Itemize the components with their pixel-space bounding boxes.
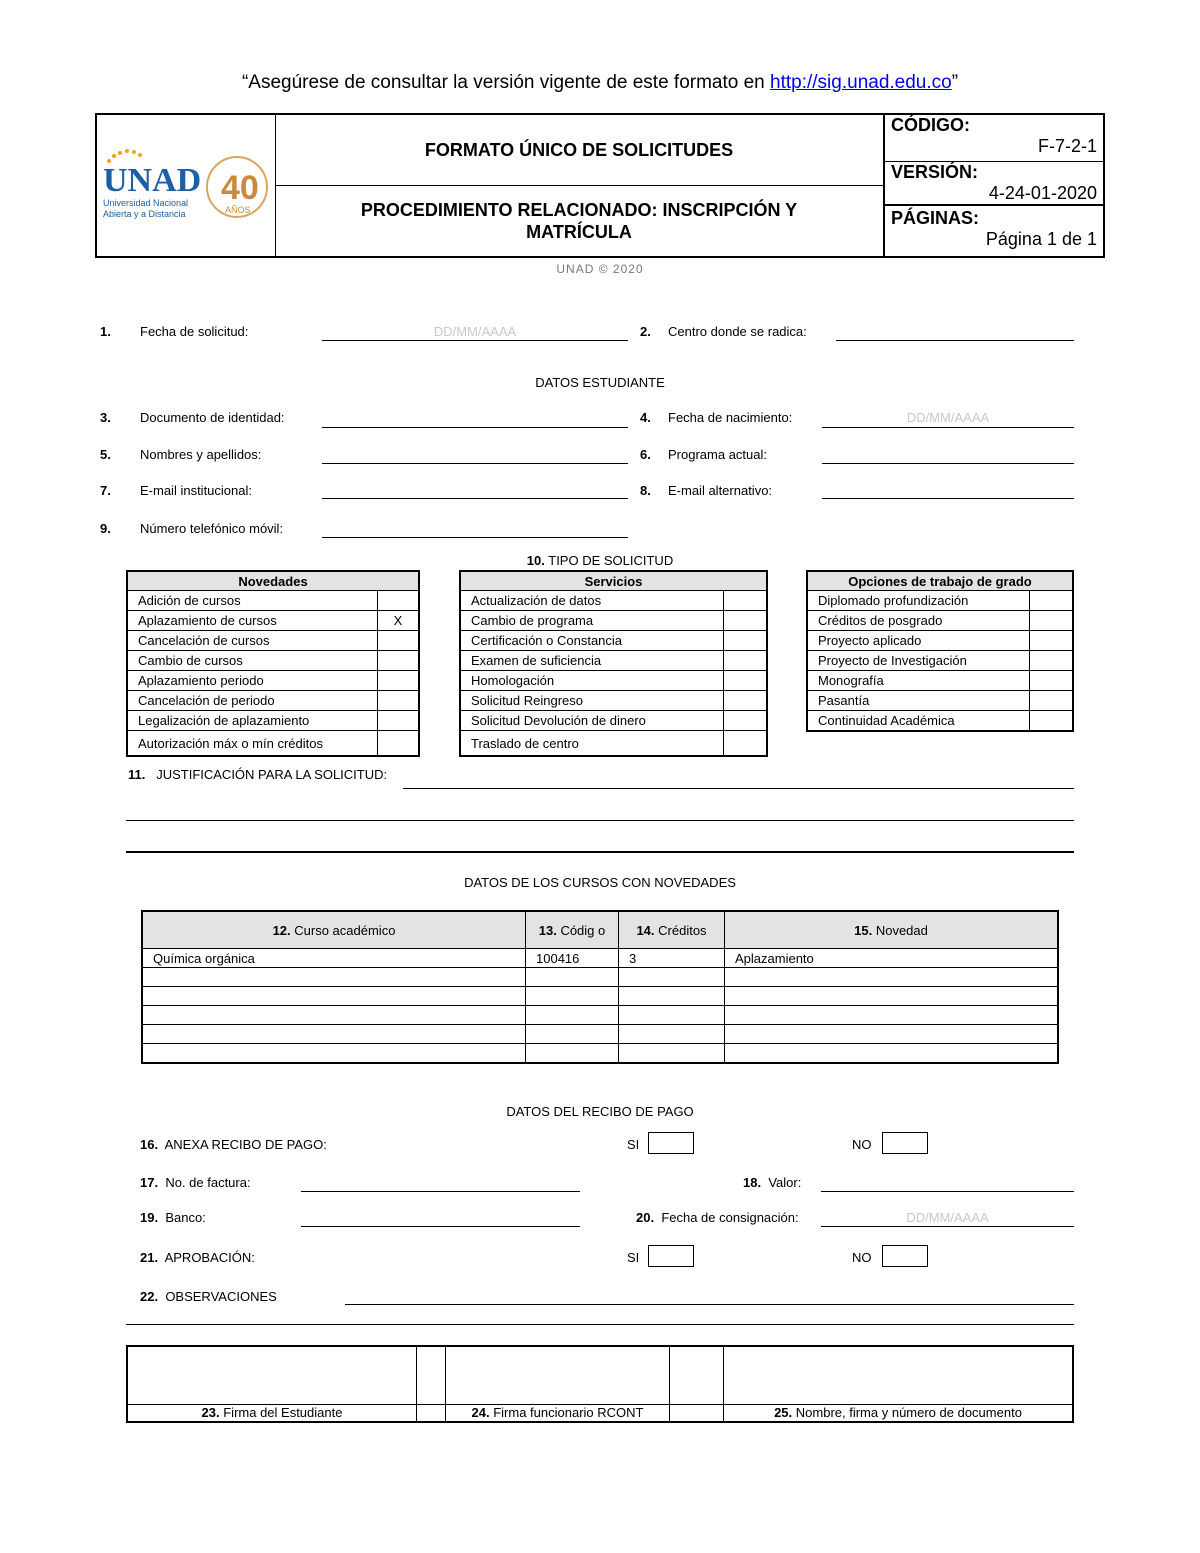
novedad-checkbox[interactable] — [378, 691, 420, 711]
course-cell[interactable]: Química orgánica — [142, 949, 526, 968]
official-signature-box[interactable] — [724, 1346, 1074, 1404]
version-value: 4-24-01-2020 — [988, 183, 1097, 203]
deposit-date-placeholder: DD/MM/AAAA — [906, 1210, 989, 1225]
observations-line-1[interactable] — [345, 1304, 1074, 1305]
grado-option: Monografía — [807, 671, 1030, 691]
birthdate-placeholder: DD/MM/AAAA — [906, 410, 990, 425]
header-meta — [885, 115, 1103, 256]
field-22-label: OBSERVACIONES — [165, 1289, 277, 1304]
course-header-label: Curso académico — [294, 922, 396, 938]
field-18-number: 18. — [743, 1175, 762, 1190]
servicio-checkbox[interactable] — [724, 651, 768, 671]
logo-subtitle-2: Abierta y a Distancia — [103, 209, 186, 219]
novedad-cell[interactable] — [725, 1006, 1059, 1025]
novedad-header-label: Novedad — [875, 922, 928, 938]
signature-number-24: 24. — [471, 1405, 490, 1421]
notice-text: “Asegúrese de consultar la versión vigente de este formato en — [241, 72, 771, 93]
paginas-label: PÁGINAS: — [891, 208, 980, 228]
table-row — [142, 949, 1058, 968]
field-17-label: No. de factura: — [165, 1175, 251, 1190]
field-20-label: Fecha de consignación: — [661, 1210, 799, 1225]
code-cell[interactable] — [526, 1044, 619, 1064]
field-6-label: Programa actual: — [668, 447, 767, 462]
payment-title: DATOS DEL RECIBO DE PAGO — [506, 1104, 694, 1119]
signature-number-23: 23. — [201, 1405, 220, 1421]
servicio-option: Homologación — [460, 671, 724, 691]
institutional-email-input[interactable] — [322, 498, 628, 499]
grado-checkbox[interactable] — [1030, 711, 1074, 732]
credits-header-label: Créditos — [658, 922, 707, 938]
spacer-cell — [670, 1346, 724, 1404]
field-16-number: 16. — [140, 1137, 159, 1152]
novedad-option: Cambio de cursos — [127, 651, 378, 671]
field-20-row — [636, 1210, 799, 1225]
grado-checkbox[interactable] — [1030, 651, 1074, 671]
servicio-option: Solicitud Reingreso — [460, 691, 724, 711]
grado-checkbox[interactable] — [1030, 631, 1074, 651]
code-header — [526, 911, 619, 949]
course-header — [142, 911, 526, 949]
grado-option: Pasantía — [807, 691, 1030, 711]
novedad-checkbox[interactable] — [378, 731, 420, 757]
field-4-number: 4. — [640, 410, 651, 425]
novedad-cell[interactable] — [725, 968, 1059, 987]
code-cell[interactable] — [526, 987, 619, 1006]
servicio-checkbox[interactable] — [724, 671, 768, 691]
novedad-cell[interactable] — [725, 987, 1059, 1006]
credits-cell[interactable] — [619, 1025, 725, 1044]
novedad-checkbox[interactable]: X — [378, 611, 420, 631]
servicio-checkbox[interactable] — [724, 631, 768, 651]
field-8-label: E-mail alternativo: — [668, 483, 773, 498]
spacer-cell — [417, 1404, 446, 1422]
field-3-label: Documento de identidad: — [140, 410, 285, 425]
grado-option: Continuidad Académica — [807, 711, 1030, 732]
field-20-number: 20. — [636, 1210, 655, 1225]
center-input[interactable] — [836, 340, 1074, 341]
signature-label-23 — [127, 1404, 417, 1422]
novedad-option: Legalización de aplazamiento — [127, 711, 378, 731]
justification-label: JUSTIFICACIÓN PARA LA SOLICITUD: — [156, 767, 388, 782]
field-2-label: Centro donde se radica: — [668, 324, 807, 339]
grado-option: Proyecto aplicado — [807, 631, 1030, 651]
request-type-title — [0, 553, 1200, 568]
code-cell[interactable] — [526, 1025, 619, 1044]
version-label: VERSIÓN: — [891, 162, 979, 182]
grado-option: Diplomado profundización — [807, 591, 1030, 611]
paginas-value: Página 1 de 1 — [985, 229, 1097, 249]
novedad-checkbox[interactable] — [378, 651, 420, 671]
approval-no-label: NO — [852, 1250, 872, 1265]
spacer-cell — [417, 1346, 446, 1404]
servicio-checkbox[interactable] — [724, 731, 768, 757]
codigo-cell — [885, 115, 1103, 162]
signatures-table — [126, 1345, 1074, 1423]
novedad-option: Aplazamiento de cursos — [127, 611, 378, 631]
novedad-checkbox[interactable] — [378, 591, 420, 611]
observations-line-2[interactable] — [126, 1324, 1074, 1325]
grado-option: Proyecto de Investigación — [807, 651, 1030, 671]
codigo-value: F-7-2-1 — [1037, 136, 1097, 156]
field-17-number: 17. — [140, 1175, 159, 1190]
signature-text-24: Firma funcionario RCONT — [493, 1405, 644, 1421]
alternative-email-input[interactable] — [822, 498, 1074, 499]
field-5-number: 5. — [100, 447, 111, 462]
student-section-title: DATOS ESTUDIANTE — [535, 375, 665, 390]
servicio-checkbox[interactable] — [724, 591, 768, 611]
field-19-label: Banco: — [165, 1210, 206, 1225]
grado-header: Opciones de trabajo de grado — [807, 571, 1073, 591]
field-17-row — [140, 1175, 251, 1190]
program-input[interactable] — [822, 463, 1074, 464]
birthdate-input[interactable] — [822, 427, 1074, 428]
field-21-number: 21. — [140, 1250, 159, 1265]
grado-checkbox[interactable] — [1030, 611, 1074, 631]
servicio-checkbox[interactable] — [724, 691, 768, 711]
servicio-checkbox[interactable] — [724, 611, 768, 631]
signature-label-24 — [446, 1404, 670, 1422]
grado-option: Créditos de posgrado — [807, 611, 1030, 631]
grado-table — [806, 570, 1074, 732]
servicio-option: Certificación o Constancia — [460, 631, 724, 651]
servicios-table — [459, 570, 768, 757]
code-header-number: 13. — [538, 922, 557, 938]
paginas-cell — [885, 208, 1103, 256]
logo-subtitle-1: Universidad Nacional — [103, 198, 189, 208]
novedad-option: Cancelación de cursos — [127, 631, 378, 651]
servicio-option: Examen de suficiencia — [460, 651, 724, 671]
novedad-option: Cancelación de periodo — [127, 691, 378, 711]
field-22-number: 22. — [140, 1289, 159, 1304]
amount-input[interactable] — [821, 1191, 1074, 1192]
servicio-option: Solicitud Devolución de dinero — [460, 711, 724, 731]
code-cell[interactable] — [526, 968, 619, 987]
field-3-number: 3. — [100, 410, 111, 425]
codigo-label: CÓDIGO: — [891, 115, 970, 135]
servicio-option: Actualización de datos — [460, 591, 724, 611]
date-request-input[interactable] — [322, 340, 628, 341]
deposit-date-input[interactable] — [821, 1226, 1074, 1227]
course-cell[interactable] — [142, 1044, 526, 1064]
novedad-cell[interactable] — [725, 1044, 1059, 1064]
credits-cell[interactable] — [619, 1044, 725, 1064]
form-title: FORMATO ÚNICO DE SOLICITUDES — [275, 115, 883, 186]
receipt-si-label: SI — [627, 1137, 640, 1152]
bank-input[interactable] — [301, 1226, 580, 1227]
receipt-si-checkbox[interactable] — [648, 1132, 694, 1154]
signature-text-23: Firma del Estudiante — [223, 1405, 343, 1421]
novedad-checkbox[interactable] — [378, 631, 420, 651]
field-22-row — [140, 1289, 277, 1304]
field-5-label: Nombres y apellidos: — [140, 447, 262, 462]
anniversary-number: 40 — [221, 169, 259, 207]
unad-logo — [97, 115, 275, 256]
novedad-option: Adición de cursos — [127, 591, 378, 611]
novedad-cell[interactable]: Aplazamiento — [725, 949, 1059, 968]
field-18-row — [743, 1175, 801, 1190]
date-request-placeholder: DD/MM/AAAA — [433, 324, 517, 339]
novedad-checkbox[interactable] — [378, 711, 420, 731]
credits-cell[interactable] — [619, 968, 725, 987]
logo-text: UNAD — [103, 162, 202, 199]
courses-table — [141, 910, 1059, 1064]
field-21-label: APROBACIÓN: — [164, 1250, 255, 1265]
field-8-number: 8. — [640, 483, 651, 498]
novedad-option: Aplazamiento periodo — [127, 671, 378, 691]
servicio-option: Traslado de centro — [460, 731, 724, 757]
form-header — [95, 113, 1105, 258]
field-11-number: 11. — [128, 767, 146, 782]
table-row — [142, 1044, 1058, 1064]
grado-checkbox[interactable] — [1030, 671, 1074, 691]
code-cell[interactable]: 100416 — [526, 949, 619, 968]
field-18-label: Valor: — [768, 1175, 802, 1190]
grado-checkbox[interactable] — [1030, 691, 1074, 711]
signature-label-25 — [724, 1404, 1074, 1422]
anniversary-label: AÑOS — [225, 205, 251, 215]
id-document-input[interactable] — [322, 427, 628, 428]
course-cell[interactable] — [142, 1006, 526, 1025]
justification-line-2[interactable] — [126, 820, 1074, 821]
field-7-label: E-mail institucional: — [140, 483, 252, 498]
student-signature-box[interactable] — [127, 1346, 417, 1404]
table-row — [142, 1006, 1058, 1025]
mobile-input[interactable] — [322, 537, 628, 538]
approval-si-label: SI — [627, 1250, 640, 1265]
servicios-header: Servicios — [460, 571, 767, 591]
courses-title: DATOS DE LOS CURSOS CON NOVEDADES — [464, 875, 736, 890]
field-16-label: ANEXA RECIBO DE PAGO: — [164, 1137, 327, 1152]
code-cell[interactable] — [526, 1006, 619, 1025]
field-2-number: 2. — [640, 324, 651, 339]
servicio-option: Cambio de programa — [460, 611, 724, 631]
credits-header — [619, 911, 725, 949]
course-cell[interactable] — [142, 968, 526, 987]
servicio-checkbox[interactable] — [724, 711, 768, 731]
spacer-cell — [670, 1404, 724, 1422]
notice-close: ” — [951, 72, 959, 93]
version-notice — [0, 72, 1200, 94]
signature-number-25: 25. — [774, 1405, 793, 1421]
copyright: UNAD © 2020 — [556, 262, 644, 276]
novedades-table — [126, 570, 420, 757]
signature-text-25: Nombre, firma y número de documento — [795, 1405, 1022, 1421]
logo-area — [97, 115, 276, 256]
request-type-label: TIPO DE SOLICITUD — [548, 553, 674, 568]
field-1-label: Fecha de solicitud: — [140, 324, 249, 339]
novedad-option: Autorización máx o mín créditos — [127, 731, 378, 757]
approval-no-checkbox[interactable] — [882, 1245, 928, 1267]
field-9-number: 9. — [100, 521, 111, 536]
field-4-label: Fecha de nacimiento: — [668, 410, 793, 425]
course-header-number: 12. — [272, 922, 291, 938]
version-cell — [885, 162, 1103, 206]
field-19-number: 19. — [140, 1210, 159, 1225]
approval-si-checkbox[interactable] — [648, 1245, 694, 1267]
credits-cell[interactable] — [619, 1006, 725, 1025]
field-9-label: Número telefónico móvil: — [140, 521, 284, 536]
field-21-row — [140, 1250, 255, 1265]
novedades-header: Novedades — [127, 571, 419, 591]
justification-line-1[interactable] — [403, 788, 1074, 789]
course-cell[interactable] — [142, 987, 526, 1006]
field-6-number: 6. — [640, 447, 651, 462]
field-19-row — [140, 1210, 206, 1225]
receipt-no-checkbox[interactable] — [882, 1132, 928, 1154]
justification-label-row — [128, 767, 387, 782]
novedad-header — [725, 911, 1059, 949]
novedad-checkbox[interactable] — [378, 671, 420, 691]
field-10-number: 10. — [526, 553, 545, 568]
justification-line-3[interactable] — [126, 851, 1074, 853]
header-titles — [275, 115, 885, 256]
novedad-cell[interactable] — [725, 1025, 1059, 1044]
course-cell[interactable] — [142, 1025, 526, 1044]
grado-checkbox[interactable] — [1030, 591, 1074, 611]
novedad-header-number: 15. — [854, 922, 873, 938]
sig-link[interactable]: http://sig.unad.edu.co — [770, 72, 952, 93]
name-input[interactable] — [322, 463, 628, 464]
credits-cell[interactable] — [619, 987, 725, 1006]
field-1-number: 1. — [100, 324, 111, 339]
code-header-label: Códig o — [560, 922, 606, 938]
credits-cell[interactable]: 3 — [619, 949, 725, 968]
invoice-input[interactable] — [301, 1191, 580, 1192]
table-row — [142, 1025, 1058, 1044]
field-7-number: 7. — [100, 483, 111, 498]
procedure-title: PROCEDIMIENTO RELACIONADO: INSCRIPCIÓN Y MATRÍCULA — [360, 200, 798, 242]
field-16-row — [140, 1137, 327, 1152]
table-row — [142, 987, 1058, 1006]
rcont-signature-box[interactable] — [446, 1346, 670, 1404]
credits-header-number: 14. — [636, 922, 655, 938]
receipt-no-label: NO — [852, 1137, 872, 1152]
table-row — [142, 968, 1058, 987]
